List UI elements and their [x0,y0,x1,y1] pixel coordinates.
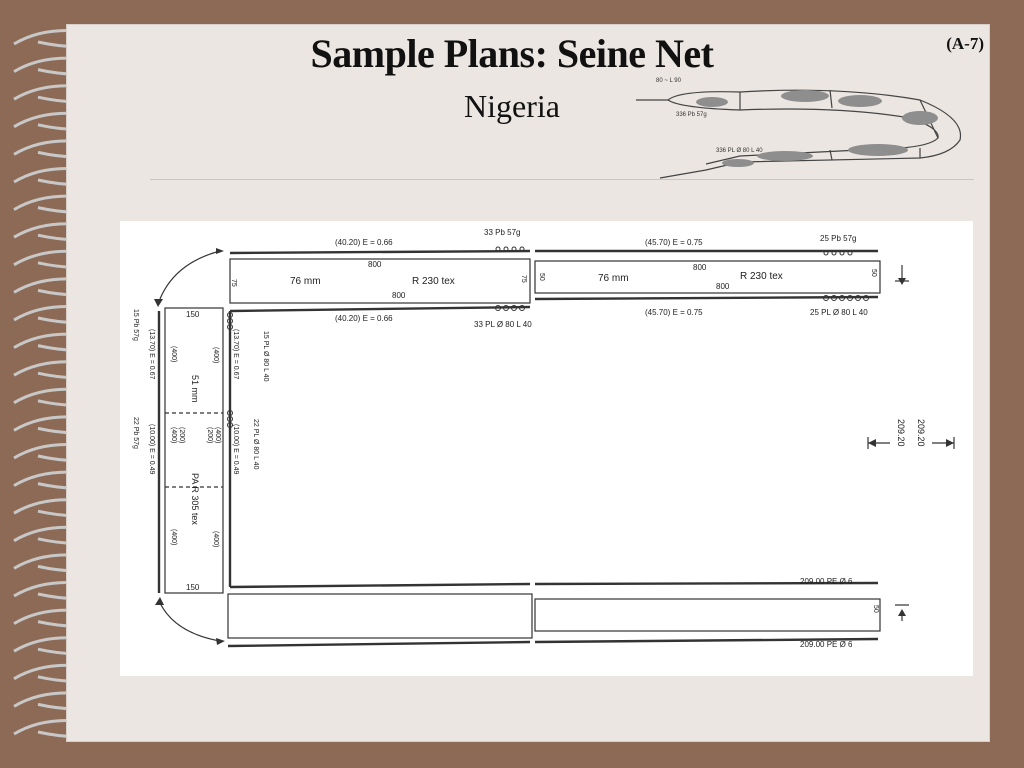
side-left-4: (10.00) E = 0.49 [148,424,155,475]
top-left-headline: (40.20) E = 0.66 [335,238,393,247]
dimension-a: 209.20 [916,419,926,447]
sketch-label-3: 336 PL Ø 80 L 40 [716,148,763,154]
bottom-panel-right-meshes: 50 [872,605,879,613]
bag-upper-left: (400) [170,346,177,363]
page-title: Sample Plans: Seine Net [310,31,714,76]
top-right-mesh: 76 mm [598,273,629,284]
rope-bottom: 209.00 PE Ø 6 [800,640,853,649]
top-left-left-meshes: 75 [230,279,237,287]
top-right-bottom-meshes: 800 [716,282,730,291]
top-right-top-meshes: 800 [693,263,707,272]
bag-lower-left: (400) [170,529,177,546]
weights-top-right: 25 Pb 57g [820,234,857,243]
top-left-right-meshes: 75 [520,275,527,283]
sketch-label-2: 336 Pb 57g [676,112,707,118]
top-right-headline: (45.70) E = 0.75 [645,238,703,247]
top-right-left-meshes: 50 [538,273,545,281]
top-left-twine: R 230 tex [412,276,455,287]
side-left-1: 15 Pb 57g [132,309,139,341]
bag-top-meshes: 150 [186,310,200,319]
bag-mid-right-1: (200) [206,427,213,444]
weights-bottom-right: 25 PL Ø 80 L 40 [810,308,868,317]
top-right-footline: (45.70) E = 0.75 [645,308,703,317]
side-left-3: 22 Pb 57g [132,417,139,449]
top-left-top-meshes: 800 [368,260,382,269]
sketch-label-1: 80 ~ L 90 [656,78,681,84]
side-right-2: 15 PL Ø 80 L 40 [262,331,269,382]
bag-bottom-meshes: 150 [186,583,200,592]
top-right-right-meshes: 50 [870,269,877,277]
top-right-twine: R 230 tex [740,271,783,282]
dimension-b: 209.20 [896,419,906,447]
side-right-4: 22 PL Ø 80 L 40 [252,419,259,470]
bag-twine: PA R 305 tex [190,473,200,525]
rope-top: 209.00 PE Ø 6 [800,577,853,586]
bag-lower-right: (400) [212,531,219,548]
top-left-footline: (40.20) E = 0.66 [335,314,393,323]
seine-net-sketch [620,70,976,180]
top-left-bottom-meshes: 800 [392,291,406,300]
slide-code: (A-7) [946,34,984,53]
top-left-mesh: 76 mm [290,276,321,287]
bag-mid-left-1: (400) [170,427,177,444]
seine-net-plan [120,221,973,676]
side-right-1: (13.70) E = 0.67 [232,329,239,380]
side-left-2: (13.70) E = 0.67 [148,329,155,380]
bag-mid-left-2: (200) [178,427,185,444]
weights-top-left: 33 Pb 57g [484,228,521,237]
side-right-3: (10.00) E = 0.49 [232,424,239,475]
bag-mid-right-2: (400) [214,427,221,444]
weights-bottom-left: 33 PL Ø 80 L 40 [474,320,532,329]
bag-mesh: 51 mm [190,375,200,403]
bag-upper-right: (400) [212,347,219,364]
page-subtitle: Nigeria [464,88,560,124]
